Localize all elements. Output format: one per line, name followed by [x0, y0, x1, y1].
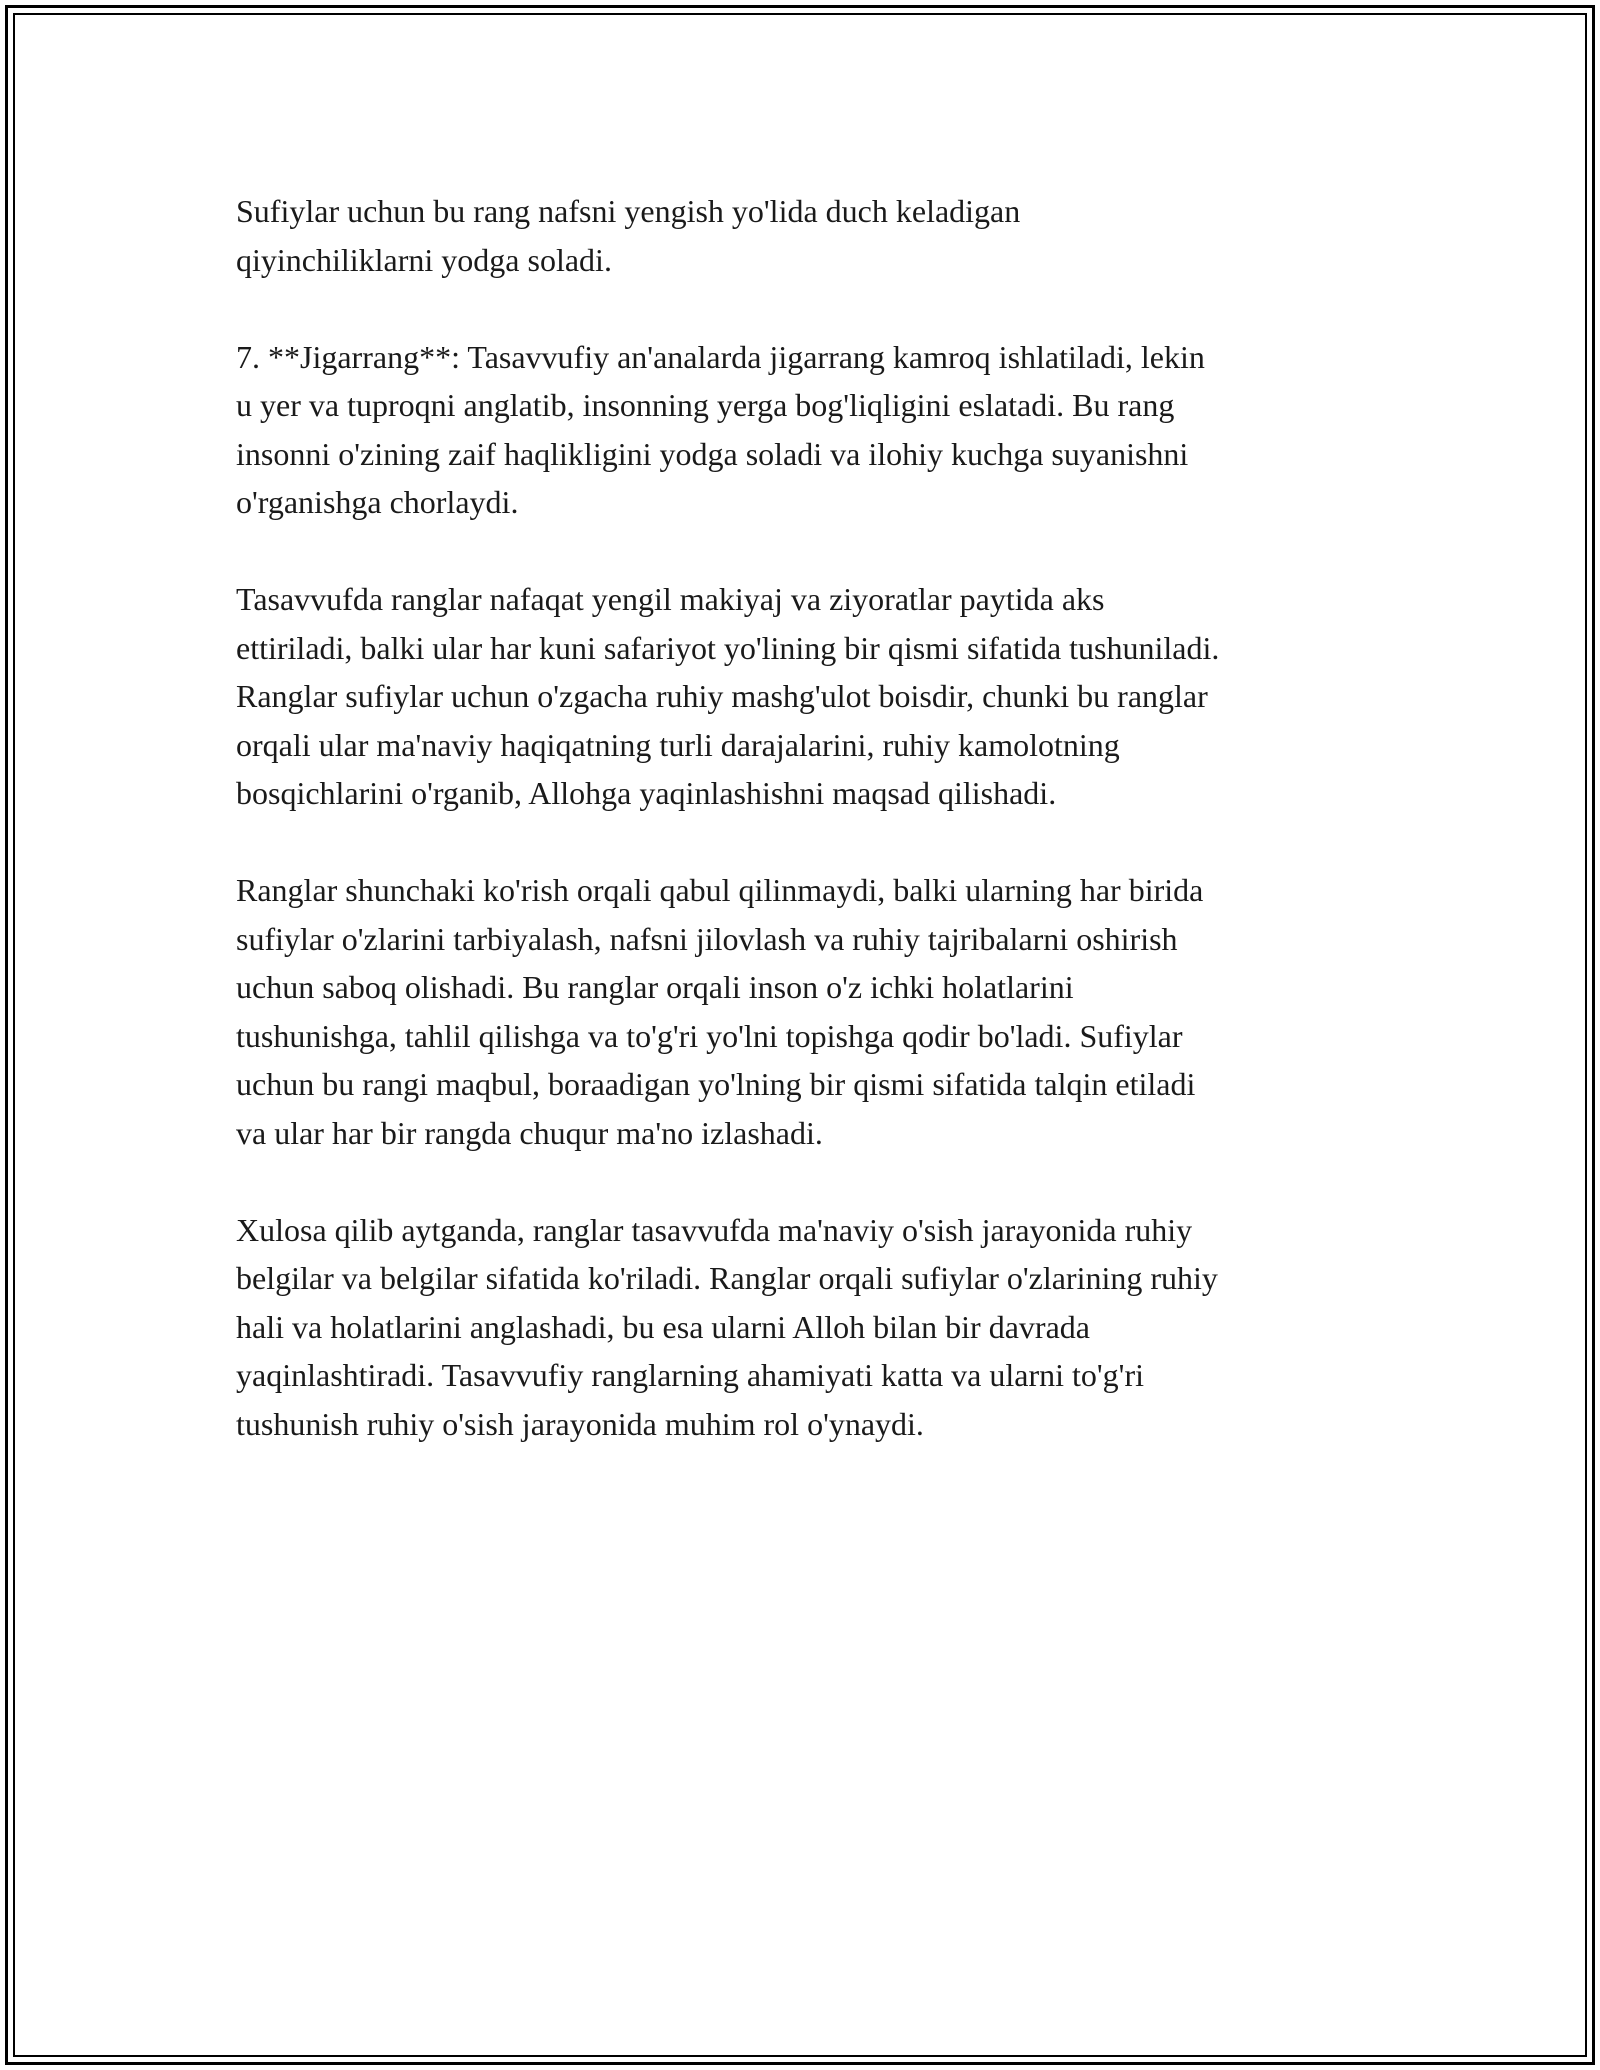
- text-line: Ranglar sufiylar uchun o'zgacha ruhiy mashg'ulot boisdir, chunki bu ranglar: [236, 678, 1208, 714]
- text-line: bosqichlarini o'rganib, Allohga yaqinlashishni maqsad qilishadi.: [236, 775, 1057, 811]
- text-line: insonni o'zining zaif haqlikligini yodga soladi va ilohiy kuchga suyanishni: [236, 435, 1189, 472]
- paragraph-2: [236, 333, 1386, 527]
- text-line: sufiylar o'zlarini tarbiyalash, nafsni jilovlash va ruhiy tajribalarni oshirish: [236, 920, 1178, 957]
- text-line: Ranglar shunchaki ko'rish orqali qabul qilinmaydi, balki ularning har birida: [236, 872, 1204, 908]
- paragraph-5: [236, 1206, 1386, 1449]
- paragraph-1: [236, 187, 1386, 284]
- text-line: hali va holatlarini anglashadi, bu esa ularni Alloh bilan bir davrada: [236, 1308, 1090, 1345]
- text-line: o'rganishga chorlaydi.: [236, 484, 519, 520]
- text-line: ettiriladi, balki ular har kuni safariyot yo'lining bir qismi sifatida tushuniladi.: [236, 629, 1220, 666]
- text-line: tushunish ruhiy o'sish jarayonida muhim rol o'ynaydi.: [236, 1405, 924, 1442]
- text-line: yaqinlashtiradi. Tasavvufiy ranglarning ahamiyati katta va ularni to'g'ri: [236, 1357, 1144, 1393]
- text-line: u yer va tuproqni anglatib, insonning yerga bog'liqligini eslatadi. Bu rang: [236, 387, 1175, 423]
- text-line: va ular har bir rangda chuqur ma'no izlashadi.: [236, 1114, 823, 1151]
- text-line: Xulosa qilib aytganda, ranglar tasavvufda ma'naviy o'sish jarayonida ruhiy: [236, 1211, 1193, 1248]
- document-body: [236, 187, 1386, 1497]
- text-line: orqali ular ma'naviy haqiqatning turli darajalarini, ruhiy kamolotning: [236, 726, 1120, 763]
- text-line: tushunishga, tahlil qilishga va to'g'ri yo'lni topishga qodir bo'ladi. Sufiylar: [236, 1017, 1183, 1054]
- text-line: qiyinchiliklarni yodga soladi.: [236, 241, 612, 278]
- text-line: Sufiylar uchun bu rang nafsni yengish yo'lida duch keladigan: [236, 193, 1021, 229]
- text-line: belgilar va belgilar sifatida ko'riladi. Ranglar orqali sufiylar o'zlarining ruhiy: [236, 1260, 1218, 1296]
- text-line: uchun bu rangi maqbul, boraadigan yo'lning bir qismi sifatida talqin etiladi: [236, 1066, 1196, 1102]
- text-line: Tasavvufda ranglar nafaqat yengil makiyaj va ziyoratlar paytida aks: [236, 581, 1105, 617]
- text-line: uchun saboq olishadi. Bu ranglar orqali inson o'z ichki holatlarini: [236, 969, 1074, 1005]
- paragraph-4: [236, 866, 1386, 1157]
- paragraph-3: [236, 575, 1386, 818]
- text-line: 7. **Jigarrang**: Tasavvufiy an'analarda jigarrang kamroq ishlatiladi, lekin: [236, 338, 1205, 375]
